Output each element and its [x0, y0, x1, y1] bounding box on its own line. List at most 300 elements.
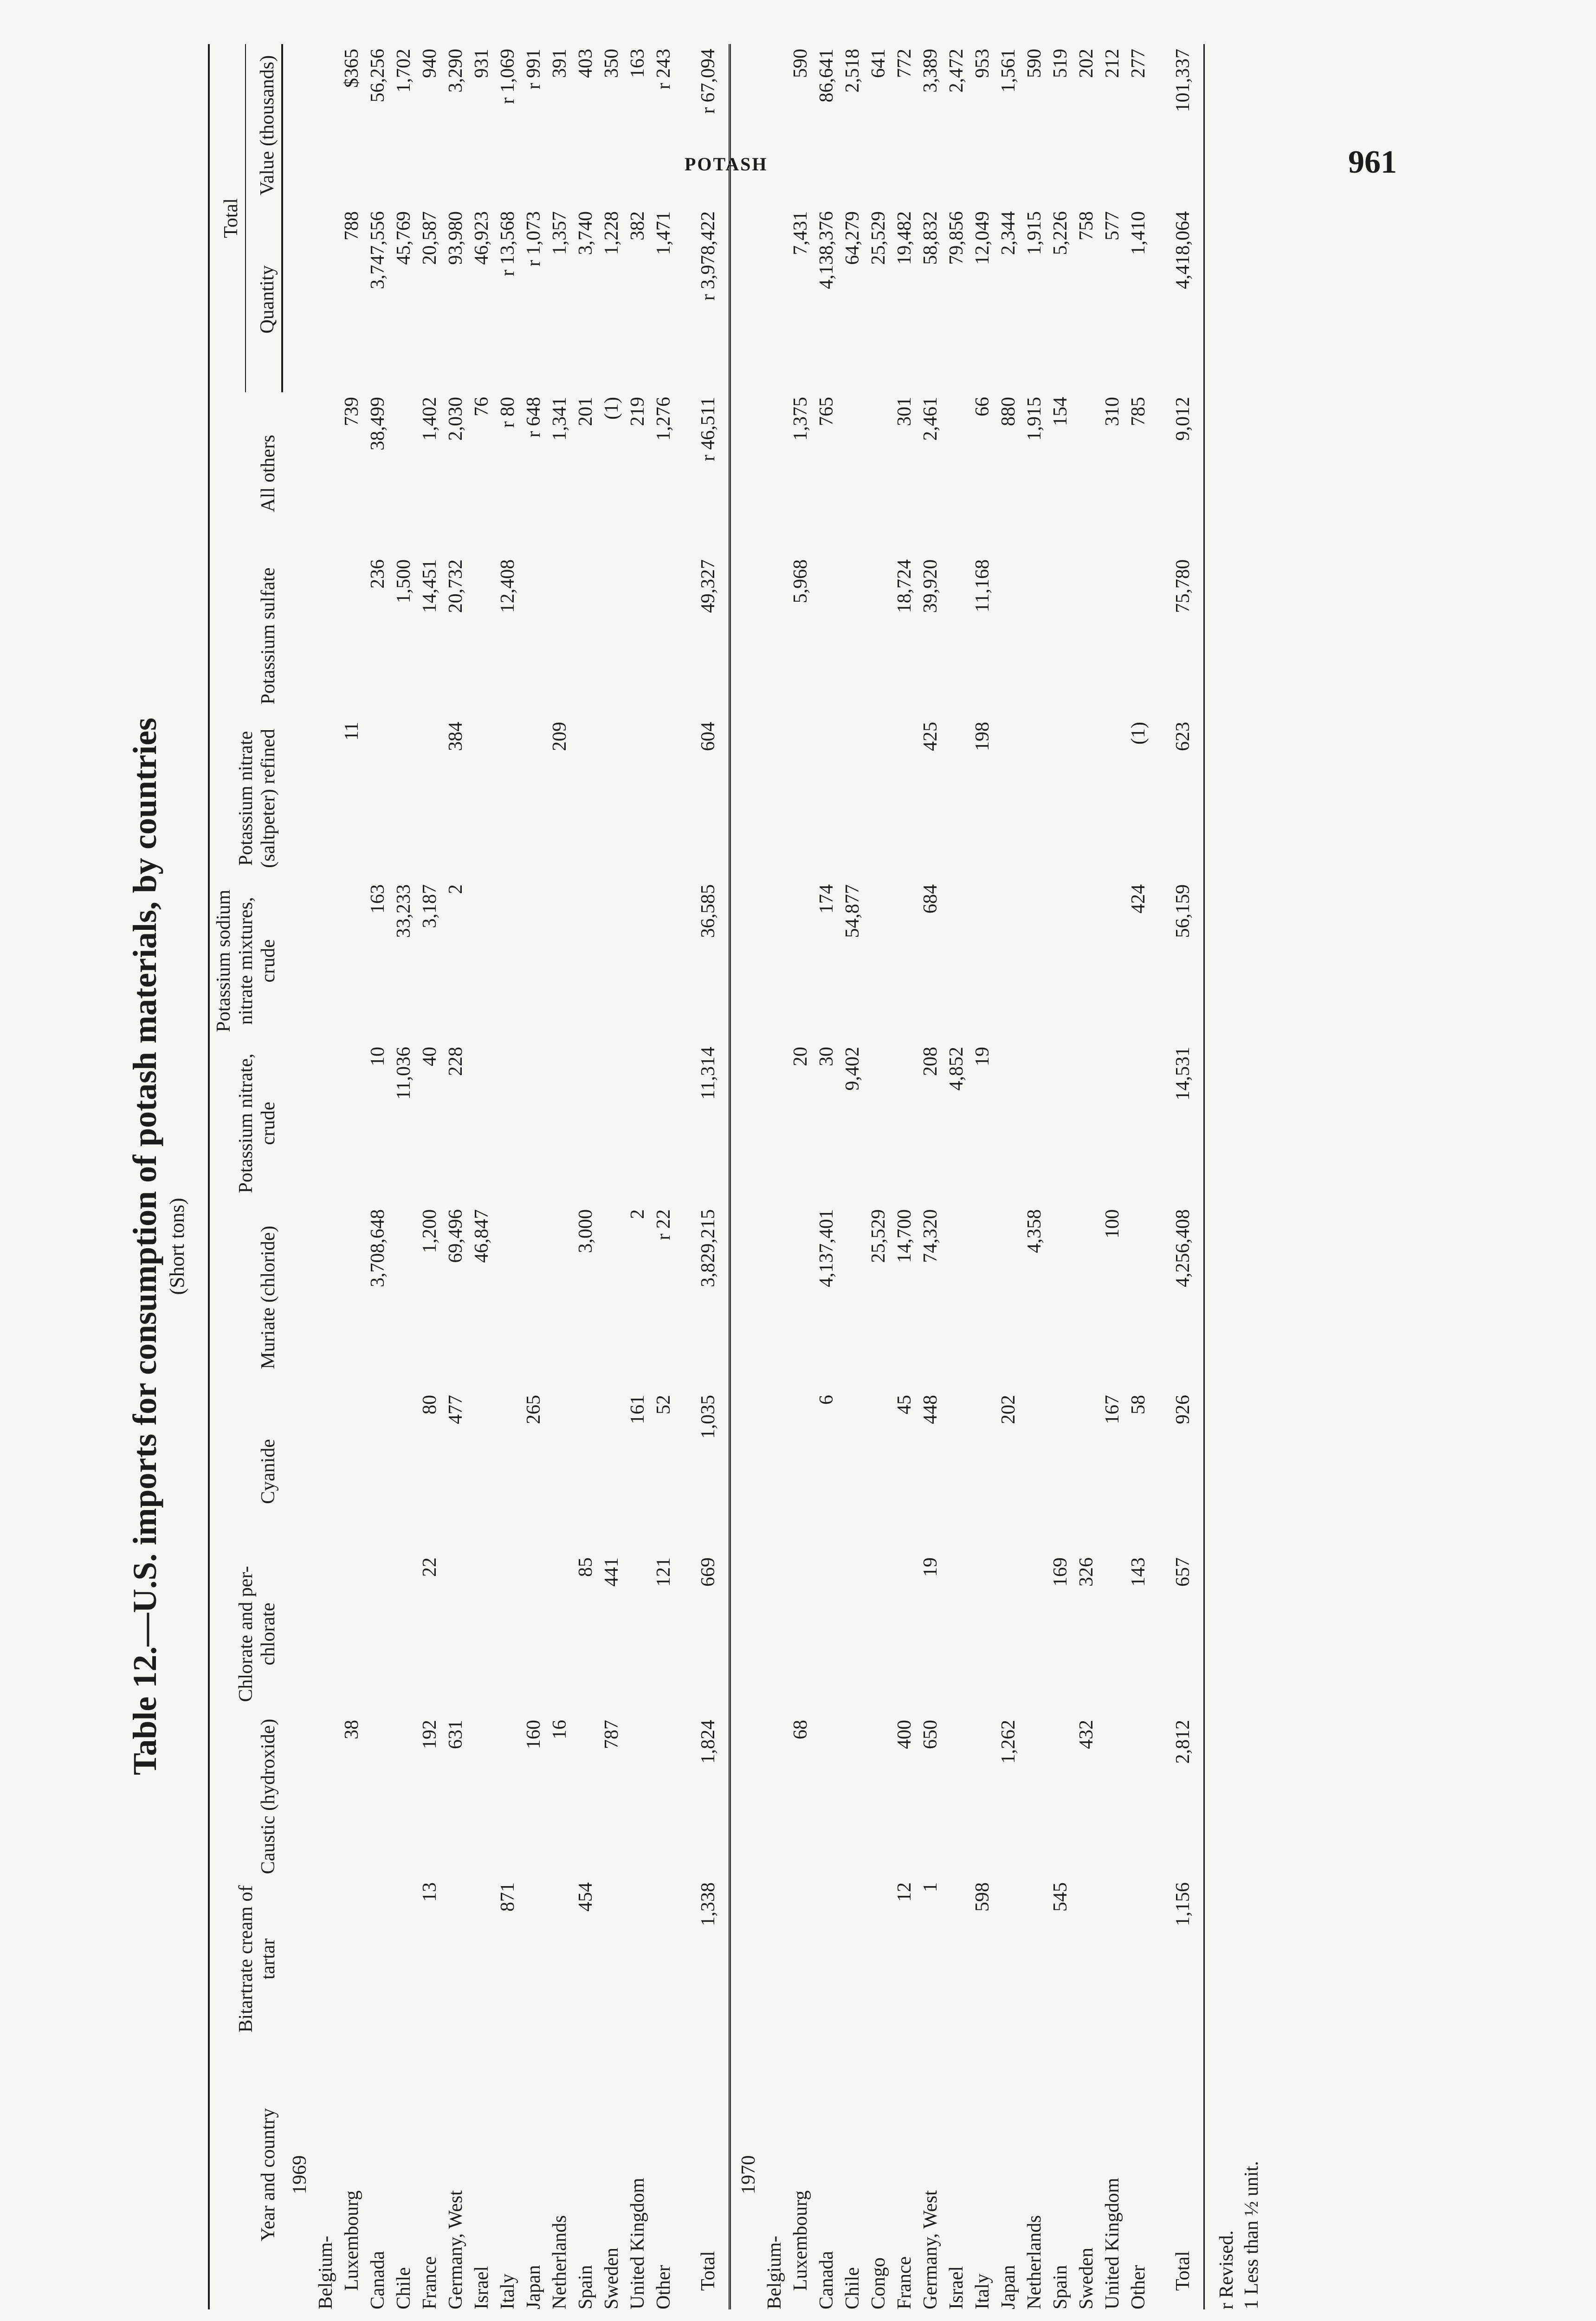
table-cell	[730, 555, 762, 717]
table-cell	[1099, 880, 1125, 1042]
table-cell	[762, 717, 788, 880]
header-muriate: Muriate (chloride)	[209, 1205, 282, 1390]
table-cell	[866, 1878, 892, 2040]
table-cell	[1021, 717, 1047, 880]
table-cell	[1021, 1878, 1047, 2040]
header-chlorate: Chlorate and per- chlorate	[209, 1553, 282, 1715]
page-number: 961	[1348, 144, 1397, 180]
table-cell: 6	[816, 1395, 837, 1405]
table-cell	[762, 1715, 788, 1878]
table-cell	[313, 392, 339, 555]
table-cell	[866, 392, 892, 555]
table-cell: 46,847	[471, 1209, 492, 1263]
table-cell	[443, 1553, 469, 1715]
table-cell: 1,561	[998, 48, 1019, 93]
table-row	[814, 44, 840, 2309]
table-row	[625, 44, 651, 2309]
year-row	[730, 44, 762, 2309]
table-cell	[495, 1553, 521, 1715]
table-cell: 1,915	[1024, 397, 1045, 441]
table-cell	[313, 1553, 339, 1715]
table-cell: 212	[1102, 48, 1123, 78]
table-cell	[573, 880, 599, 1042]
table-cell	[495, 1390, 521, 1553]
table-cell	[943, 392, 969, 555]
table-cell: 76	[471, 397, 492, 416]
country-label: Netherlands	[1024, 2215, 1045, 2309]
table-cell	[282, 1042, 313, 1205]
table-cell	[840, 392, 866, 555]
country-label: Germany, West	[445, 2190, 466, 2309]
table-cell	[1047, 717, 1073, 880]
table-row	[417, 44, 443, 2309]
table-cell	[730, 1878, 762, 2040]
country-label: Other	[1128, 2265, 1149, 2309]
table-cell	[1073, 717, 1099, 880]
country-label: Other	[653, 2265, 674, 2309]
table-cell: 69,496	[445, 1209, 466, 1263]
table-cell	[1073, 880, 1099, 1042]
table-cell	[625, 880, 651, 1042]
table-cell	[282, 880, 313, 1042]
table-cell: 3,747,556	[367, 211, 388, 289]
table-cell: 3,290	[445, 48, 466, 93]
table-cell: 931	[471, 48, 492, 78]
table-cell: 787	[601, 1720, 622, 1749]
table-cell: 39,920	[920, 559, 941, 613]
table-cell: 45,769	[393, 211, 414, 265]
total-cell: 2,812	[1151, 1715, 1204, 1878]
table-cell: 1,276	[653, 397, 674, 441]
table-cell: 20,587	[419, 211, 440, 265]
table-cell: 14,700	[894, 1209, 915, 1263]
table-cell	[866, 1042, 892, 1205]
table-cell: 641	[868, 48, 889, 78]
table-cell	[391, 1553, 417, 1715]
table-cell: 1,200	[419, 1209, 440, 1253]
table-cell: 13	[419, 1882, 440, 1902]
table-cell	[313, 44, 339, 207]
imports-table	[208, 44, 1205, 2309]
table-cell	[1125, 1205, 1151, 1390]
table-cell: 432	[1076, 1720, 1097, 1749]
table-cell	[625, 555, 651, 717]
table-cell	[730, 1205, 762, 1390]
table-cell: 765	[816, 397, 837, 426]
table-cell	[282, 555, 313, 717]
table-cell: 4,138,376	[816, 211, 837, 289]
table-cell: 20,732	[445, 559, 466, 613]
total-cell: 101,337	[1151, 44, 1204, 207]
total-cell: 1,035	[677, 1390, 730, 1553]
total-label: Total	[677, 2040, 730, 2309]
table-cell: r 22	[653, 1209, 674, 1240]
table-cell: 4,852	[946, 1047, 967, 1091]
table-cell	[1099, 1553, 1125, 1715]
table-cell	[313, 1715, 339, 1878]
table-cell	[339, 880, 365, 1042]
country-label: Sweden	[601, 2248, 622, 2309]
table-cell: 46,923	[471, 211, 492, 265]
table-cell: 326	[1076, 1557, 1097, 1587]
table-cell	[788, 1553, 814, 1715]
table-cell: 18,724	[894, 559, 915, 613]
table-cell	[339, 1042, 365, 1205]
table-cell	[892, 1042, 918, 1205]
total-label: Total	[1151, 2040, 1204, 2309]
table-cell	[469, 1390, 495, 1553]
table-cell	[282, 44, 313, 207]
table-cell	[521, 1205, 547, 1390]
table-cell: 3,740	[575, 211, 596, 255]
country-label: Chile	[842, 2267, 863, 2309]
table-cell	[730, 1715, 762, 1878]
total-cell: 3,829,215	[677, 1205, 730, 1390]
table-cell	[1073, 392, 1099, 555]
table-cell	[651, 1878, 677, 2040]
header-bitartrate: Bitartrate cream of tartar	[209, 1878, 282, 2040]
table-cell	[495, 1042, 521, 1205]
table-cell: 2,518	[842, 48, 863, 93]
country-label: Spain	[575, 2265, 596, 2309]
table-cell	[599, 1042, 625, 1205]
table-cell	[521, 1042, 547, 1205]
table-row	[651, 44, 677, 2309]
table-cell	[521, 880, 547, 1042]
table-cell: 590	[790, 48, 811, 78]
total-cell: 1,338	[677, 1878, 730, 2040]
table-cell: 54,877	[842, 884, 863, 938]
running-head: POTASH	[685, 154, 768, 175]
table-cell: 19	[920, 1557, 941, 1577]
table-cell	[995, 1205, 1021, 1390]
table-cell: 66	[972, 397, 993, 416]
table-cell	[391, 1205, 417, 1390]
table-cell	[943, 1390, 969, 1553]
table-cell	[573, 555, 599, 717]
table-cell: 40	[419, 1047, 440, 1066]
total-cell: 11,314	[677, 1042, 730, 1205]
table-cell	[1047, 880, 1073, 1042]
total-cell: 1,824	[677, 1715, 730, 1878]
table-cell: 121	[653, 1557, 674, 1587]
table-subtitle: (Short tons)	[166, 1198, 188, 1295]
table-cell: 14,451	[419, 559, 440, 613]
table-cell	[469, 1878, 495, 2040]
table-row	[547, 44, 573, 2309]
table-cell	[365, 1715, 391, 1878]
table-cell	[365, 1390, 391, 1553]
table-cell: 454	[575, 1882, 596, 1912]
table-cell: 448	[920, 1395, 941, 1424]
table-cell	[730, 1042, 762, 1205]
table-cell: 163	[627, 48, 648, 78]
table-cell	[943, 555, 969, 717]
table-cell	[521, 1878, 547, 2040]
table-cell	[495, 717, 521, 880]
table-cell	[762, 1553, 788, 1715]
table-cell	[892, 880, 918, 1042]
table-cell	[1125, 555, 1151, 717]
table-cell: 631	[445, 1720, 466, 1749]
header-total: Total	[209, 44, 246, 392]
table-cell	[840, 1205, 866, 1390]
table-cell: 1,341	[549, 397, 570, 441]
table-cell	[814, 555, 840, 717]
table-cell: 169	[1050, 1557, 1071, 1587]
table-cell: 277	[1128, 48, 1149, 78]
table-cell	[573, 1390, 599, 1553]
table-cell	[599, 1390, 625, 1553]
table-cell	[547, 1390, 573, 1553]
table-cell: 758	[1076, 211, 1097, 240]
total-cell: 1,156	[1151, 1878, 1204, 2040]
table-row	[573, 44, 599, 2309]
table-cell: 79,856	[946, 211, 967, 265]
year-row	[282, 44, 313, 2309]
table-cell	[313, 1878, 339, 2040]
table-cell: 4,358	[1024, 1209, 1045, 1253]
table-cell: 12	[894, 1882, 915, 1902]
total-cell: 9,012	[1151, 392, 1204, 555]
table-cell	[282, 207, 313, 392]
table-cell: 2,030	[445, 397, 466, 441]
table-cell: 161	[627, 1395, 648, 1424]
table-cell	[814, 1553, 840, 1715]
table-row	[599, 44, 625, 2309]
total-cell: 49,327	[677, 555, 730, 717]
table-cell: 1,357	[549, 211, 570, 255]
table-cell	[730, 207, 762, 392]
table-cell: 519	[1050, 48, 1071, 78]
table-row	[1099, 44, 1125, 2309]
table-cell: r 648	[523, 397, 544, 438]
table-cell: 684	[920, 884, 941, 914]
table-cell: 52	[653, 1395, 674, 1414]
table-cell: 16	[549, 1720, 570, 1739]
table-cell	[814, 1878, 840, 2040]
country-label: Japan	[523, 2265, 544, 2309]
table-cell	[969, 1715, 995, 1878]
table-cell: 80	[419, 1395, 440, 1414]
header-nitrate-refined: Potassium nitrate (saltpeter) refined	[209, 717, 282, 880]
table-cell	[625, 717, 651, 880]
table-cell	[339, 1205, 365, 1390]
table-cell: 38	[341, 1720, 362, 1739]
table-cell	[866, 880, 892, 1042]
table-cell: 590	[1024, 48, 1045, 78]
table-cell	[282, 717, 313, 880]
table-cell	[521, 1553, 547, 1715]
table-cell: 1,375	[790, 397, 811, 441]
table-row	[788, 44, 814, 2309]
table-cell	[625, 1878, 651, 2040]
table-cell	[788, 1878, 814, 2040]
table-cell	[313, 207, 339, 392]
table-cell	[969, 880, 995, 1042]
table-cell	[365, 1878, 391, 2040]
table-cell: 154	[1050, 397, 1071, 426]
table-cell	[788, 1390, 814, 1553]
table-cell	[469, 880, 495, 1042]
table-cell	[1021, 1390, 1047, 1553]
table-cell	[1047, 1042, 1073, 1205]
total-cell: 669	[677, 1553, 730, 1715]
footnote-less-than-half: 1 Less than ½ unit.	[1241, 2161, 1262, 2309]
total-cell: r 67,094	[677, 44, 730, 207]
table-cell	[651, 1715, 677, 1878]
table-cell	[762, 1390, 788, 1553]
table-cell: 3,000	[575, 1209, 596, 1253]
country-label: Spain	[1050, 2265, 1071, 2309]
table-cell	[730, 880, 762, 1042]
table-cell: 788	[341, 211, 362, 240]
table-cell	[1099, 717, 1125, 880]
table-cell	[969, 1390, 995, 1553]
table-cell	[995, 880, 1021, 1042]
table-cell	[995, 1553, 1021, 1715]
table-cell: 30	[816, 1047, 837, 1066]
table-cell	[651, 717, 677, 880]
table-cell	[1073, 1205, 1099, 1390]
table-cell	[1125, 1042, 1151, 1205]
table-cell	[1099, 1715, 1125, 1878]
table-cell: (1)	[601, 397, 622, 420]
table-cell: 202	[1076, 48, 1097, 78]
table-cell: r 243	[653, 48, 674, 90]
table-cell: r 1,073	[523, 211, 544, 266]
header-value: Value (thousands)	[246, 44, 282, 207]
table-cell	[1073, 555, 1099, 717]
table-cell: 1,402	[419, 397, 440, 441]
table-row	[391, 44, 417, 2309]
table-cell: 403	[575, 48, 596, 78]
table-cell	[762, 880, 788, 1042]
table-cell	[469, 717, 495, 880]
table-cell: 9,402	[842, 1047, 863, 1091]
table-cell: 19	[972, 1047, 993, 1066]
table-cell	[573, 1715, 599, 1878]
country-label: Israel	[471, 2266, 492, 2309]
footnotes	[1214, 183, 1264, 2309]
table-cell: 25,529	[868, 211, 889, 265]
table-cell: 1,262	[998, 1720, 1019, 1764]
table-row	[469, 44, 495, 2309]
table-cell: 74,320	[920, 1209, 941, 1263]
table-cell	[762, 44, 788, 207]
table-cell	[521, 555, 547, 717]
table-cell	[762, 1205, 788, 1390]
country-label: Belgium-	[764, 2236, 785, 2309]
table-cell	[840, 1878, 866, 2040]
table-cell	[469, 1553, 495, 1715]
table-cell: 424	[1128, 884, 1149, 914]
country-label: Israel	[946, 2266, 967, 2309]
table-cell	[1021, 1715, 1047, 1878]
table-cell: 198	[972, 722, 993, 751]
footnote-revised: r Revised.	[1216, 2230, 1237, 2309]
table-cell: 4,137,401	[816, 1209, 837, 1287]
table-cell	[814, 1715, 840, 1878]
total-cell: 14,531	[1151, 1042, 1204, 1205]
country-label: Italy	[497, 2274, 518, 2309]
table-cell	[391, 392, 417, 555]
table-cell: 143	[1128, 1557, 1149, 1587]
table-cell	[1047, 555, 1073, 717]
table-cell: 209	[549, 722, 570, 751]
total-cell: r 46,511	[677, 392, 730, 555]
table-cell	[469, 1715, 495, 1878]
table-row	[1021, 44, 1047, 2309]
table-cell	[840, 555, 866, 717]
table-cell	[365, 717, 391, 880]
table-cell: 871	[497, 1882, 518, 1912]
table-cell	[943, 717, 969, 880]
country-label: Chile	[393, 2267, 414, 2309]
table-cell: 174	[816, 884, 837, 914]
table-cell: 19,482	[894, 211, 915, 265]
table-cell	[547, 1553, 573, 1715]
table-cell	[339, 555, 365, 717]
total-cell: 36,585	[677, 880, 730, 1042]
total-row	[1151, 44, 1204, 2309]
table-cell	[282, 1553, 313, 1715]
table-cell	[391, 1878, 417, 2040]
table-row	[995, 44, 1021, 2309]
total-cell: 4,418,064	[1151, 207, 1204, 392]
table-cell: 100	[1102, 1209, 1123, 1238]
header-cyanide: Cyanide	[209, 1390, 282, 1553]
country-label: Luxembourg	[341, 2190, 362, 2291]
table-row	[1125, 44, 1151, 2309]
table-cell	[625, 1715, 651, 1878]
table-cell: 391	[549, 48, 570, 78]
table-cell	[651, 555, 677, 717]
table-cell: 545	[1050, 1882, 1071, 1912]
table-cell: 772	[894, 48, 915, 78]
table-cell: 228	[445, 1047, 466, 1076]
table-cell	[625, 1042, 651, 1205]
table-cell: 202	[998, 1395, 1019, 1424]
table-cell: 2	[627, 1209, 648, 1219]
header-nitrate-crude: Potassium nitrate, crude	[209, 1042, 282, 1205]
header-quantity: Quantity	[246, 207, 282, 392]
table-cell	[995, 1042, 1021, 1205]
table-cell	[547, 1205, 573, 1390]
table-cell	[417, 717, 443, 880]
table-cell: 953	[972, 48, 993, 78]
table-cell	[625, 1553, 651, 1715]
table-cell	[866, 1390, 892, 1553]
header-year-country: Year and country	[209, 2040, 282, 2309]
table-cell	[1073, 1390, 1099, 1553]
table-cell: r 991	[523, 48, 544, 90]
table-cell	[730, 1390, 762, 1553]
table-cell: 3,187	[419, 884, 440, 928]
table-cell: 64,279	[842, 211, 863, 265]
table-cell: 598	[972, 1882, 993, 1912]
table-cell	[1047, 1390, 1073, 1553]
table-cell	[391, 1390, 417, 1553]
table-cell	[547, 880, 573, 1042]
table-cell: 160	[523, 1720, 544, 1749]
table-cell: 11	[341, 722, 362, 741]
table-cell	[313, 717, 339, 880]
table-cell	[730, 1553, 762, 1715]
header-caustic: Caustic (hydroxide)	[209, 1715, 282, 1878]
year-label: 1969	[289, 2155, 310, 2194]
table-cell: 219	[627, 397, 648, 426]
